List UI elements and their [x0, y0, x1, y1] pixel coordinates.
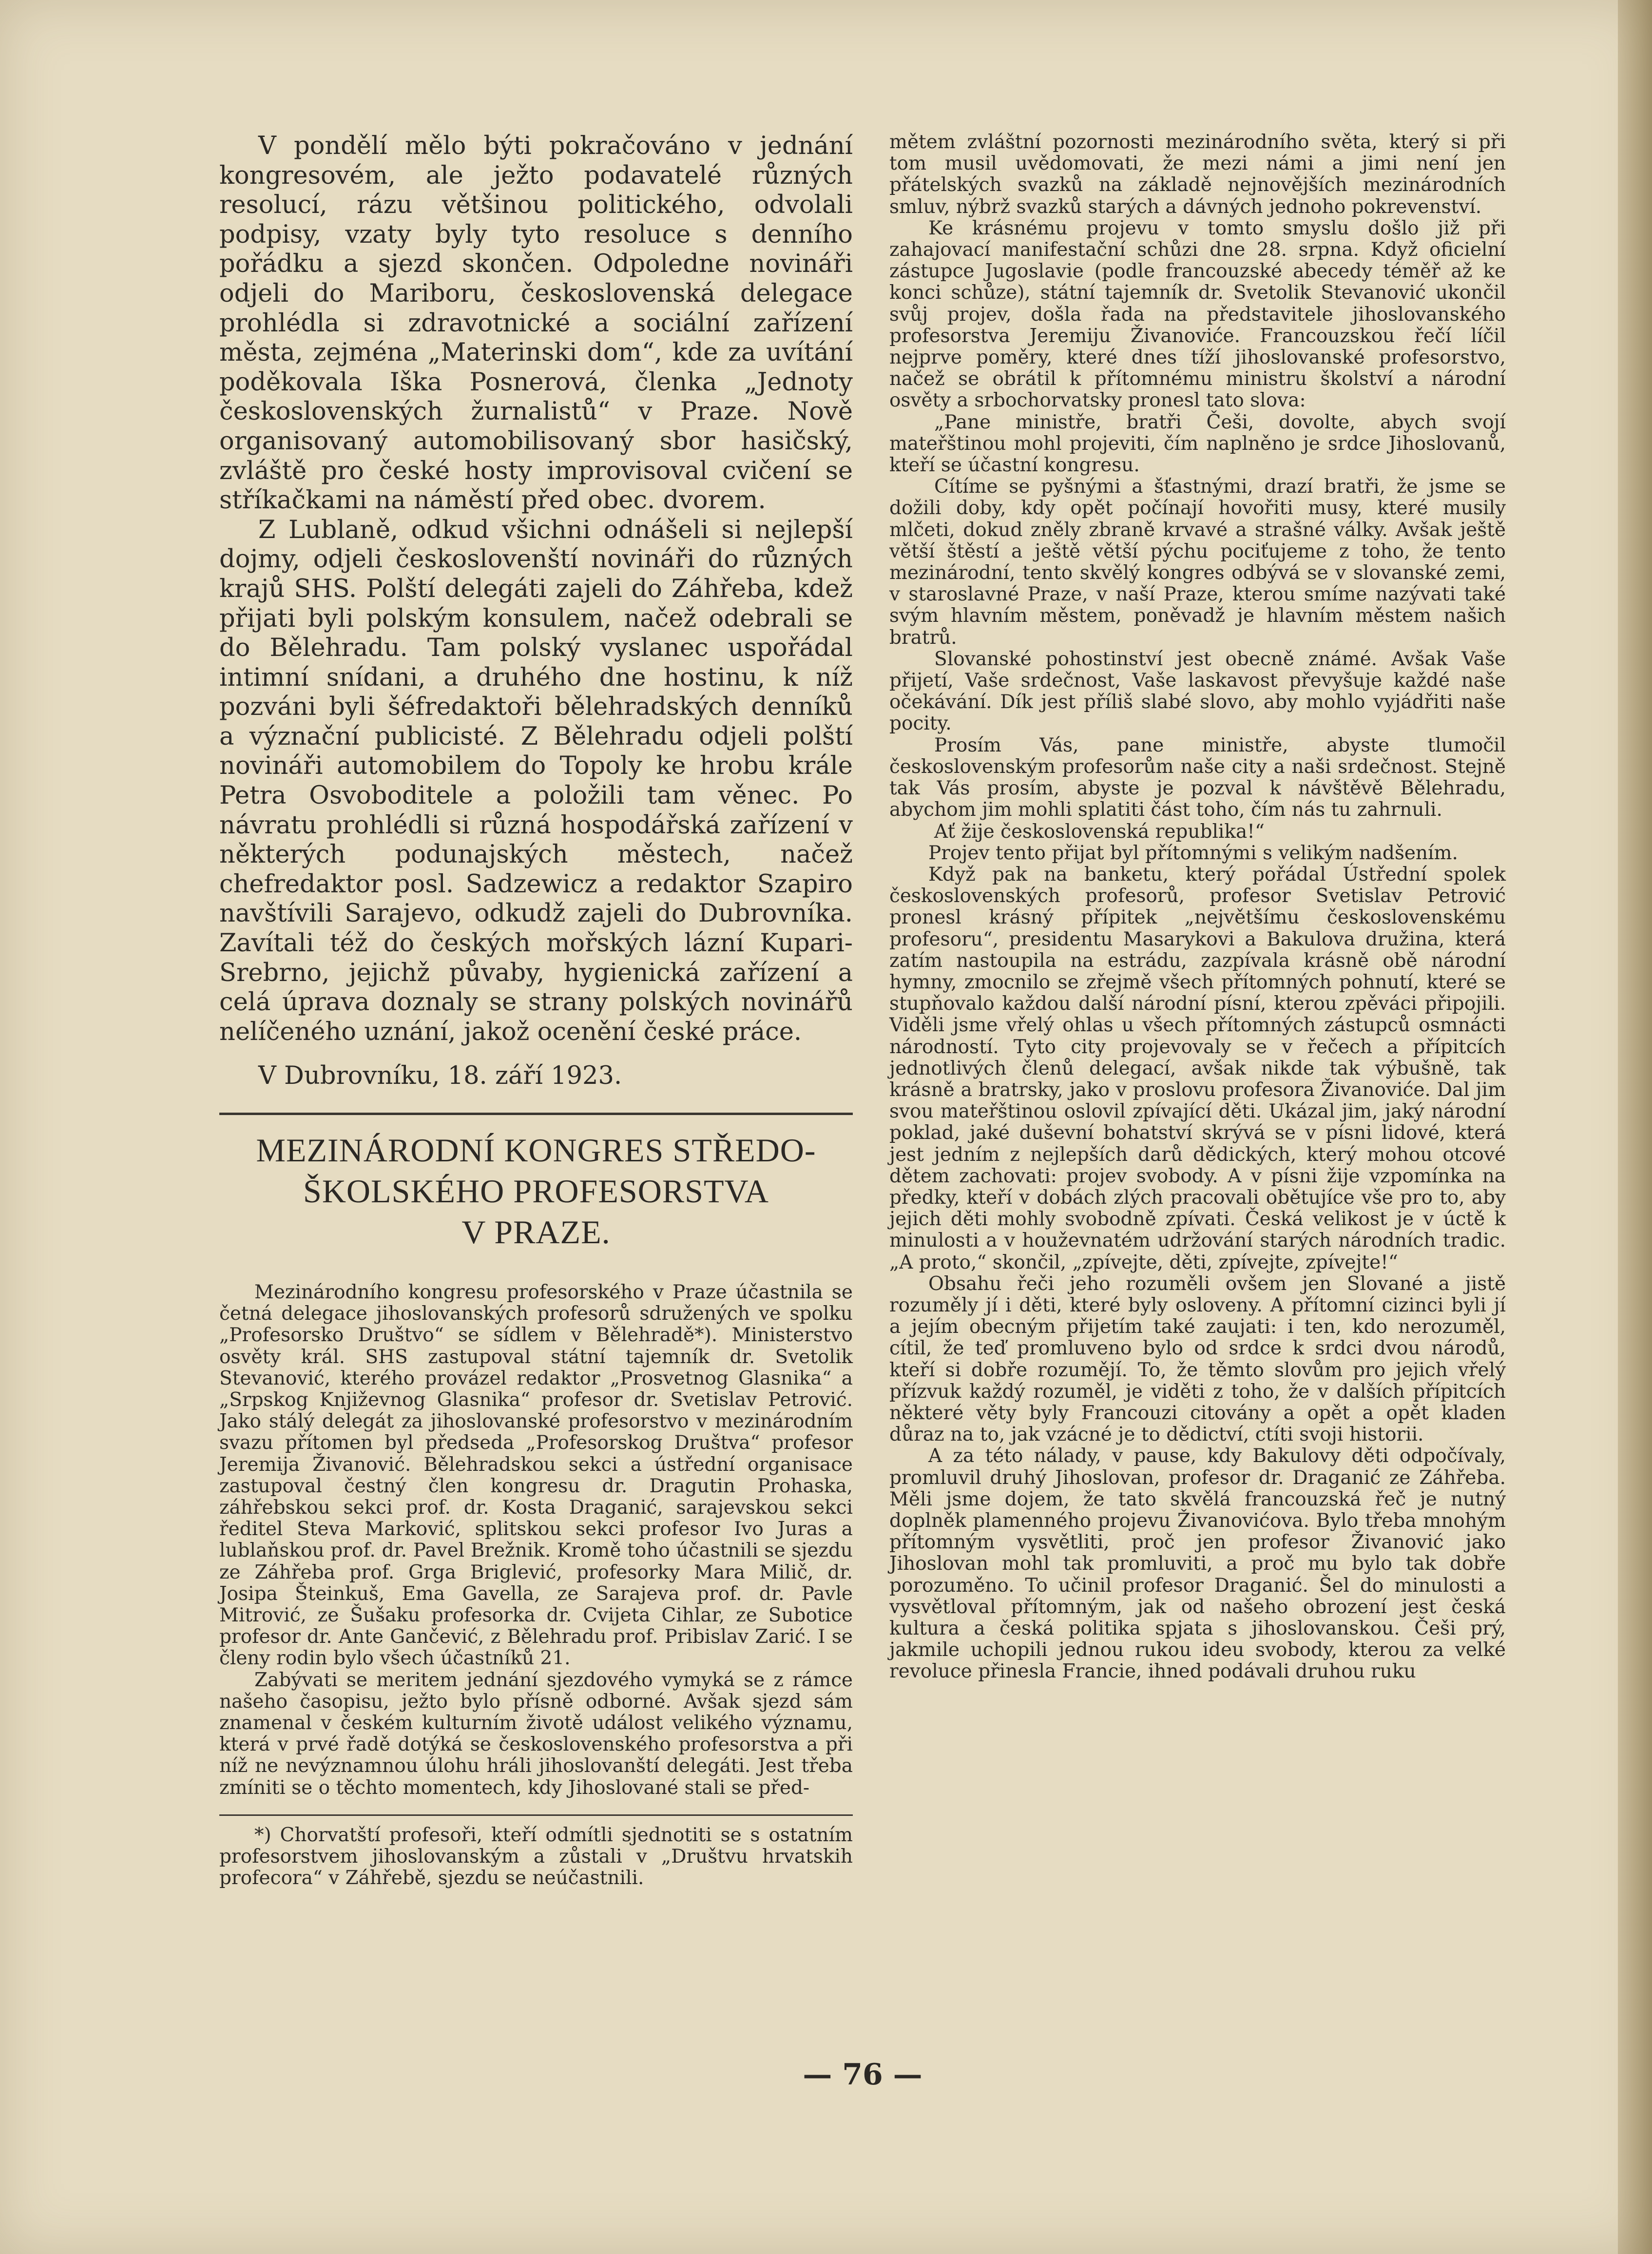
quote-paragraph: Slovanské pohostinství jest obecně známé. Avšak Vaše přijetí, Vaše srdečnost, Vaše laskavost převyšuje každé naše očekávání. Dík jest příliš slabé slovo, aby mohlo vyjádřiti naše pocity. — [889, 648, 1506, 735]
dateline: V Dubrovníku, 18. září 1923. — [258, 1061, 622, 1091]
congress-article-left — [219, 1282, 853, 1889]
left-column — [219, 132, 853, 1889]
footnote-text: *) Chorvatští profesoři, kteří odmítli sjednotiti se s ostatním profesorstvem jihoslovanským a zůstali v „Društvu hrvatskih profecora“ v Záhřebě, sjezdu se neúčastnili. — [219, 1824, 853, 1889]
paragraph: Zabývati se meritem jednání sjezdového vymyká se z rámce našeho časopisu, ježto bylo přísně odborné. Avšak sjezd sám znamenal v českém kulturním životě událost velikého významu, která v prvé řadě dotýká se československého profesorstva a při níž ne nevýznamnou úlohu hráli jihoslovanští delegáti. Jest třeba zmíniti se o těchto momentech, kdy Jihoslované stali se před- — [219, 1669, 853, 1799]
right-column — [889, 132, 1506, 1683]
section-divider — [219, 1113, 853, 1115]
paragraph: Obsahu řeči jeho rozuměli ovšem jen Slované a jistě rozuměly jí i děti, které byly osloveny. A přítomní cizinci byli jí a jejím obecným přijetím také zaujati: i ten, kdo nerozuměl, cítil, že teď promluveno bylo od srdce k srdci dvou národů, kteří si dobře rozumějí. To, že těmto slovům pro jejich vřelý přízvuk každý rozuměl, je viděti z toho, že v dalších přípitcích některé věty byly Francouzi citovány a opět a opět kladen důraz na to, jak vzácné je to dědictví, ctíti svoji historii. — [889, 1272, 1506, 1446]
quote-paragraph: Cítíme se pyšnými a šťastnými, drazí bratři, že jsme se dožili doby, kdy opět počínají hovořiti musy, které musily mlčeti, dokud zněly zbraně krvavé a strašné války. Avšak ještě větší štěstí a ještě větší pýchu pociťujeme z toho, že tento mezinárodní, tento skvělý kongres odbývá se v slovanské zemi, v staroslavné Praze, v naší Praze, kterou smíme nazývati také svým hlavním městem, poněvadž je hlavním městem našich bratrů. — [889, 476, 1506, 649]
quote-paragraph: „Pane ministře, bratři Češi, dovolte, abych svojí mateřštinou mohl projeviti, čím naplněno je srdce Jihoslovanů, kteří se účastní kongresu. — [889, 411, 1506, 477]
footnote — [219, 1814, 853, 1889]
article-ending — [219, 132, 853, 1091]
headline-line: V PRAZE. — [461, 1214, 611, 1251]
page-edge — [1618, 0, 1652, 2254]
quote-paragraph: Ať žije československá republika!“ — [934, 820, 1265, 843]
headline-line: ŠKOLSKÉHO PROFESORSTVA — [303, 1173, 769, 1210]
quote-paragraph: Prosím Vás, pane ministře, abyste tlumočil československým profesorům naše city a naši srdečnost. Stejně tak Vás prosím, abyste je pozval k návštěvě Bělehradu, abychom jim mohli splatiti část toho, čím nás tu zahrnuli. — [889, 734, 1506, 821]
paragraph: V pondělí mělo býti pokračováno v jednání kongresovém, ale ježto podavatelé různých resolucí, rázu většinou politického, odvolali podpisy, vzaty byly tyto resoluce s denního pořádku a sjezd skončen. Odpoledne novináři odjeli do Mariboru, československá delegace prohlédla si zdravotnické a sociální zařízení města, zejména „Materinski dom“, kde za uvítání poděkovala Iška Posnerová, členka „Jednoty československých žurnalistů“ v Praze. Nově organisovaný automobilisovaný sbor hasičský, zvláště pro české hosty improvisoval cvičení se stříkačkami na náměstí před obec. dvorem. — [219, 132, 853, 515]
paragraph: A za této nálady, v pause, kdy Bakulovy děti odpočívaly, promluvil druhý Jihoslovan, profesor dr. Draganić ze Záhřeba. Měli jsme dojem, že tato skvělá francouzská řeč je nutný doplněk plamenného projevu Živanovićova. Bylo třeba mnohým přítomným vysvětliti, proč jen profesor Živanović jako Jihoslovan mohl tak promluviti, a proč mu bylo tak dobře porozuměno. To učinil profesor Draganić. Šel do minulosti a vysvětloval přítomným, jak od našeho obrození jest česká kultura a česká politika spjata s jihoslovanskou. Češi prý, jakmile uchopili jednou rukou ideu svobody, kterou za velké revoluce přinesla Francie, ihned podávali druhou ruku — [889, 1445, 1506, 1683]
paragraph: Projev tento přijat byl přítomnými s velikým nadšením. — [928, 842, 1458, 864]
paragraph: Mezinárodního kongresu profesorského v Praze účastnila se četná delegace jihoslovanských profesorů sdružených ve spolku „Profesorsko Društvo“ se sídlem v Bělehradě*). Ministerstvo osvěty král. SHS zastupoval státní tajemník dr. Svetolik Stevanović, kterého provázel redaktor „Prosvetnog Glasnika“ a „Srpskog Književnog Glasnika“ profesor dr. Svetislav Petrović. Jako stálý delegát za jihoslovanské profesorstvo v mezinárodním svazu přítomen byl předseda „Profesorskog Društva“ profesor Jeremija Živanović. Bělehradskou sekci a ústřední organisace zastupoval čestný člen kongresu dr. Dragutin Prohaska, záhřebskou sekci prof. dr. Kosta Draganić, sarajevskou sekci ředitel Steva Marković, splitskou sekci profesor Ivo Juras a lublaňskou prof. dr. Pavel Brežnik. Kromě toho účastnili se sjezdu ze Záhřeba prof. Grga Briglević, profesorky Mara Milič, dr. Josipa Šteinkuš, Ema Gavella, ze Sarajeva prof. dr. Pavle Mitrović, ze Šušaku profesorka dr. Cvijeta Cihlar, ze Subotice profesor dr. Ante Gančević, z Bělehradu prof. Pribislav Zarić. I se členy rodin bylo všech účastníků 21. — [219, 1281, 853, 1670]
page-number: — 76 — — [803, 2058, 922, 2092]
paragraph: mětem zvláštní pozornosti mezinárodního světa, který si při tom musil uvědomovati, že mezi námi a jimi není jen přátelských svazků na základě nejnovějších mezinárodních smluv, nýbrž svazků starých a dávných jednoho pokrevenství. — [889, 131, 1506, 218]
paragraph: Ke krásnému projevu v tomto smyslu došlo již při zahajovací manifestační schůzi dne 28. srpna. Když oficielní zástupce Jugoslavie (podle francouzské abecedy téměř až ke konci schůze), státní tajemník dr. Svetolik Stevanović ukončil svůj projev, došla řada na představitele jihoslovanského profesorstva Jeremiju Živanoviće. Francouzskou řečí líčil nejprve poměry, které dnes tíží jihoslovanské profesorstvo, načež se obrátil k přítomnému ministru školství a národní osvěty a srbochorvatsky pronesl tato slova: — [889, 217, 1506, 412]
article-headline — [219, 1130, 853, 1252]
headline-line: MEZINÁRODNÍ KONGRES STŘEDO- — [256, 1132, 816, 1169]
paragraph: Z Lublaně, odkud všichni odnášeli si nejlepší dojmy, odjeli českoslovenští novináři do různých krajů SHS. Polští delegáti zajeli do Záhřeba, kdež přijati byli polským konsulem, načež odebrali se do Bělehradu. Tam polský vyslanec uspořádal intimní snídani, a druhého dne hostinu, k níž pozváni byli šéfredaktoři bělehradských denníků a význační publicisté. Z Bělehradu odjeli polští novináři automobilem do Topoly ke hrobu krále Petra Osvoboditele a položili tam věnec. Po návratu prohlédli si různá hospodářská zařízení v některých podunajských městech, načež chefredaktor posl. Sadzewicz a redaktor Szapiro navštívili Sarajevo, odkudž zajeli do Dubrovníka. Zavítali též do českých mořských lázní Kupari-Srebrno, jejichž půvaby, hygienická zařízení a celá úprava doznaly se strany polských novinářů nelíčeného uznání, jakož ocenění české práce. — [219, 515, 853, 1046]
paragraph: Když pak na banketu, který pořádal Ústřední spolek československých profesorů, profesor Svetislav Petrović pronesl krásný přípitek „největšímu československému profesoru“, presidentu Masarykovi a Bakulova družina, která zatím nastoupila na estrádu, zazpívala krásně obě národní hymny, zmocnilo se zřejmě všech přítomných pohnutí, které se stupňovalo každou další národní písní, kterou zpěváci připojili. Viděli jsme vřelý ohlas u všech přítomných zástupců osmnácti národností. Tyto city projevovaly se v řečech a přípitcích jednotlivých členů delegací, avšak nikde tak výbušně, tak krásně a bratrsky, jako v proslovu profesora Živanoviće. Dal jim svou mateřštinou oslovil zpívající děti. Ukázal jim, jaký národní poklad, jaké duševní bohatství skrývá se v písni lidové, která jest jedním z nejlepších darů dědických, který mohou otcové dětem zachovati: projev svobody. A v písni žije vzpomínka na předky, kteří v dobách zlých pracovali obětujíce vše pro to, aby jejich děti mohly svobodně zpívati. Česká velikost je v úctě k minulosti a v houževnatém udržování starých národních tradic. „A proto,“ skončil, „zpívejte, děti, zpívejte, zpívejte!“ — [889, 863, 1506, 1273]
